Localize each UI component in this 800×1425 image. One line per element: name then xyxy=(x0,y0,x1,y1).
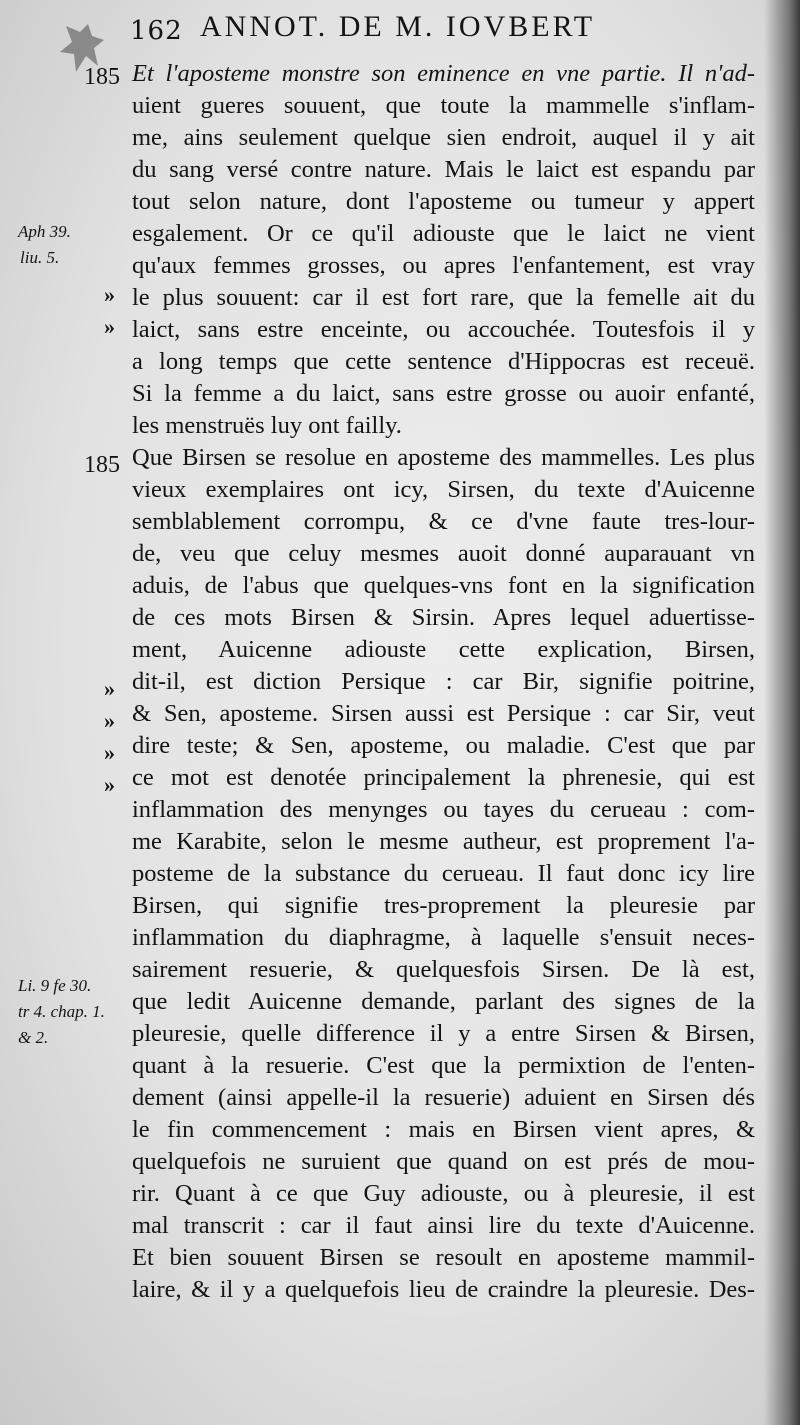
text-line: le plus souuent: car il est fort rare, que la femelle ait du xyxy=(132,284,755,311)
text-line: quelquefois ne suruient que quand on est prés de mou- xyxy=(132,1148,755,1175)
running-head: ANNOT. DE M. IOVBERT xyxy=(200,10,596,43)
margin-note-aph: Aph 39. xyxy=(18,222,71,241)
text-line: de, veu que celuy mesmes auoit donné auparauant vn xyxy=(132,540,755,567)
quote-mark: » xyxy=(104,772,115,797)
margin-note-tr4: tr 4. chap. 1. xyxy=(18,1002,105,1021)
text-line: dit-il, est diction Persique : car Bir, signifie poitrine, xyxy=(132,668,755,695)
text-line: Si la femme a du laict, sans estre grosse ou auoir enfanté, xyxy=(132,380,755,407)
text-line: aduis, de l'abus que quelques-vns font en la signification xyxy=(132,572,755,599)
text-line: ment, Auicenne adiouste cette explication, Birsen, xyxy=(132,636,755,663)
text-line: Et bien souuent Birsen se resoult en aposteme mammil- xyxy=(132,1244,755,1271)
margin-note-liu: liu. 5. xyxy=(20,248,60,267)
text-line: esgalement. Or ce qu'il adiouste que le laict ne vient xyxy=(132,220,755,247)
text-line: quant à la resuerie. C'est que la permixtion de l'enten- xyxy=(132,1052,755,1079)
margin-line-number: 185 xyxy=(84,64,120,90)
text-line: du sang versé contre nature. Mais le laict est espandu par xyxy=(132,156,755,183)
text-line: rir. Quant à ce que Guy adiouste, ou à pleuresie, il est xyxy=(132,1180,755,1207)
text-line: qu'aux femmes grosses, ou apres l'enfantement, est vray xyxy=(132,252,755,279)
text-line: a long temps que cette sentence d'Hippocras est receuë. xyxy=(132,348,755,375)
page-header xyxy=(0,6,800,46)
quote-mark: » xyxy=(104,708,115,733)
text-line: dire teste; & Sen, aposteme, ou maladie. C'est que par xyxy=(132,732,755,759)
text-line: posteme de la substance du cerueau. Il faut donc icy lire xyxy=(132,860,755,887)
text-line: inflammation des menynges ou tayes du cerueau : com- xyxy=(132,796,755,823)
text-line: tout selon nature, dont l'aposteme ou tumeur y appert xyxy=(132,188,755,215)
text-line: de ces mots Birsen & Sirsin. Apres lequel aduertisse- xyxy=(132,604,755,631)
text-line: inflammation du diaphragme, à laquelle s'ensuit neces- xyxy=(132,924,755,951)
text-line: uient gueres souuent, que toute la mammelle s'inflam- xyxy=(132,92,755,119)
text-line: laire, & il y a quelquefois lieu de craindre la pleuresie. Des- xyxy=(132,1276,755,1303)
text-line: sairement resuerie, & quelquesfois Sirsen. De là est, xyxy=(132,956,755,983)
text-line: vieux exemplaires ont icy, Sirsen, du texte d'Auicenne xyxy=(132,476,755,503)
text-line: me Karabite, selon le mesme autheur, est proprement l'a- xyxy=(132,828,755,855)
quote-mark: » xyxy=(104,676,115,701)
text-line: dement (ainsi appelle-il la resuerie) aduient en Sirsen dés xyxy=(132,1084,755,1111)
margin-note-et2: & 2. xyxy=(18,1028,49,1047)
text-line: ce mot est denotée principalement la phrenesie, qui est xyxy=(132,764,755,791)
text-line: me, ains seulement quelque sien endroit, auquel il y ait xyxy=(132,124,755,151)
quote-mark: » xyxy=(104,314,115,339)
text-line: & Sen, aposteme. Sirsen aussi est Persique : car Sir, veut xyxy=(132,700,755,727)
text-line: Que Birsen se resolue en aposteme des mammelles. Les plus xyxy=(132,444,755,471)
margin-line-number: 185 xyxy=(84,452,120,478)
margin-note-li9: Li. 9 fe 30. xyxy=(18,976,92,995)
text-line: les menstruës luy ont failly. xyxy=(132,412,402,439)
quote-mark: » xyxy=(104,282,115,307)
page-edge-shadow xyxy=(764,0,800,1425)
quote-mark: » xyxy=(104,740,115,765)
text-line: que ledit Auicenne demande, parlant des signes de la xyxy=(132,988,755,1015)
text-line: semblablement corrompu, & ce d'vne faute tres-lour- xyxy=(132,508,755,535)
text-line: laict, sans estre enceinte, ou accouchée. Toutesfois il y xyxy=(132,316,755,343)
text-line: mal transcrit : car il faut ainsi lire du texte d'Auicenne. xyxy=(132,1212,755,1239)
text-line: Et l'aposteme monstre son eminence en vne partie. Il n'ad- xyxy=(132,60,755,87)
text-line: Birsen, qui signifie tres-proprement la pleuresie par xyxy=(132,892,755,919)
text-line: pleuresie, quelle difference il y a entre Sirsen & Birsen, xyxy=(132,1020,755,1047)
page-number: 162 xyxy=(130,16,183,46)
body-text xyxy=(132,58,755,1348)
text-line: le fin commencement : mais en Birsen vient apres, & xyxy=(132,1116,755,1143)
